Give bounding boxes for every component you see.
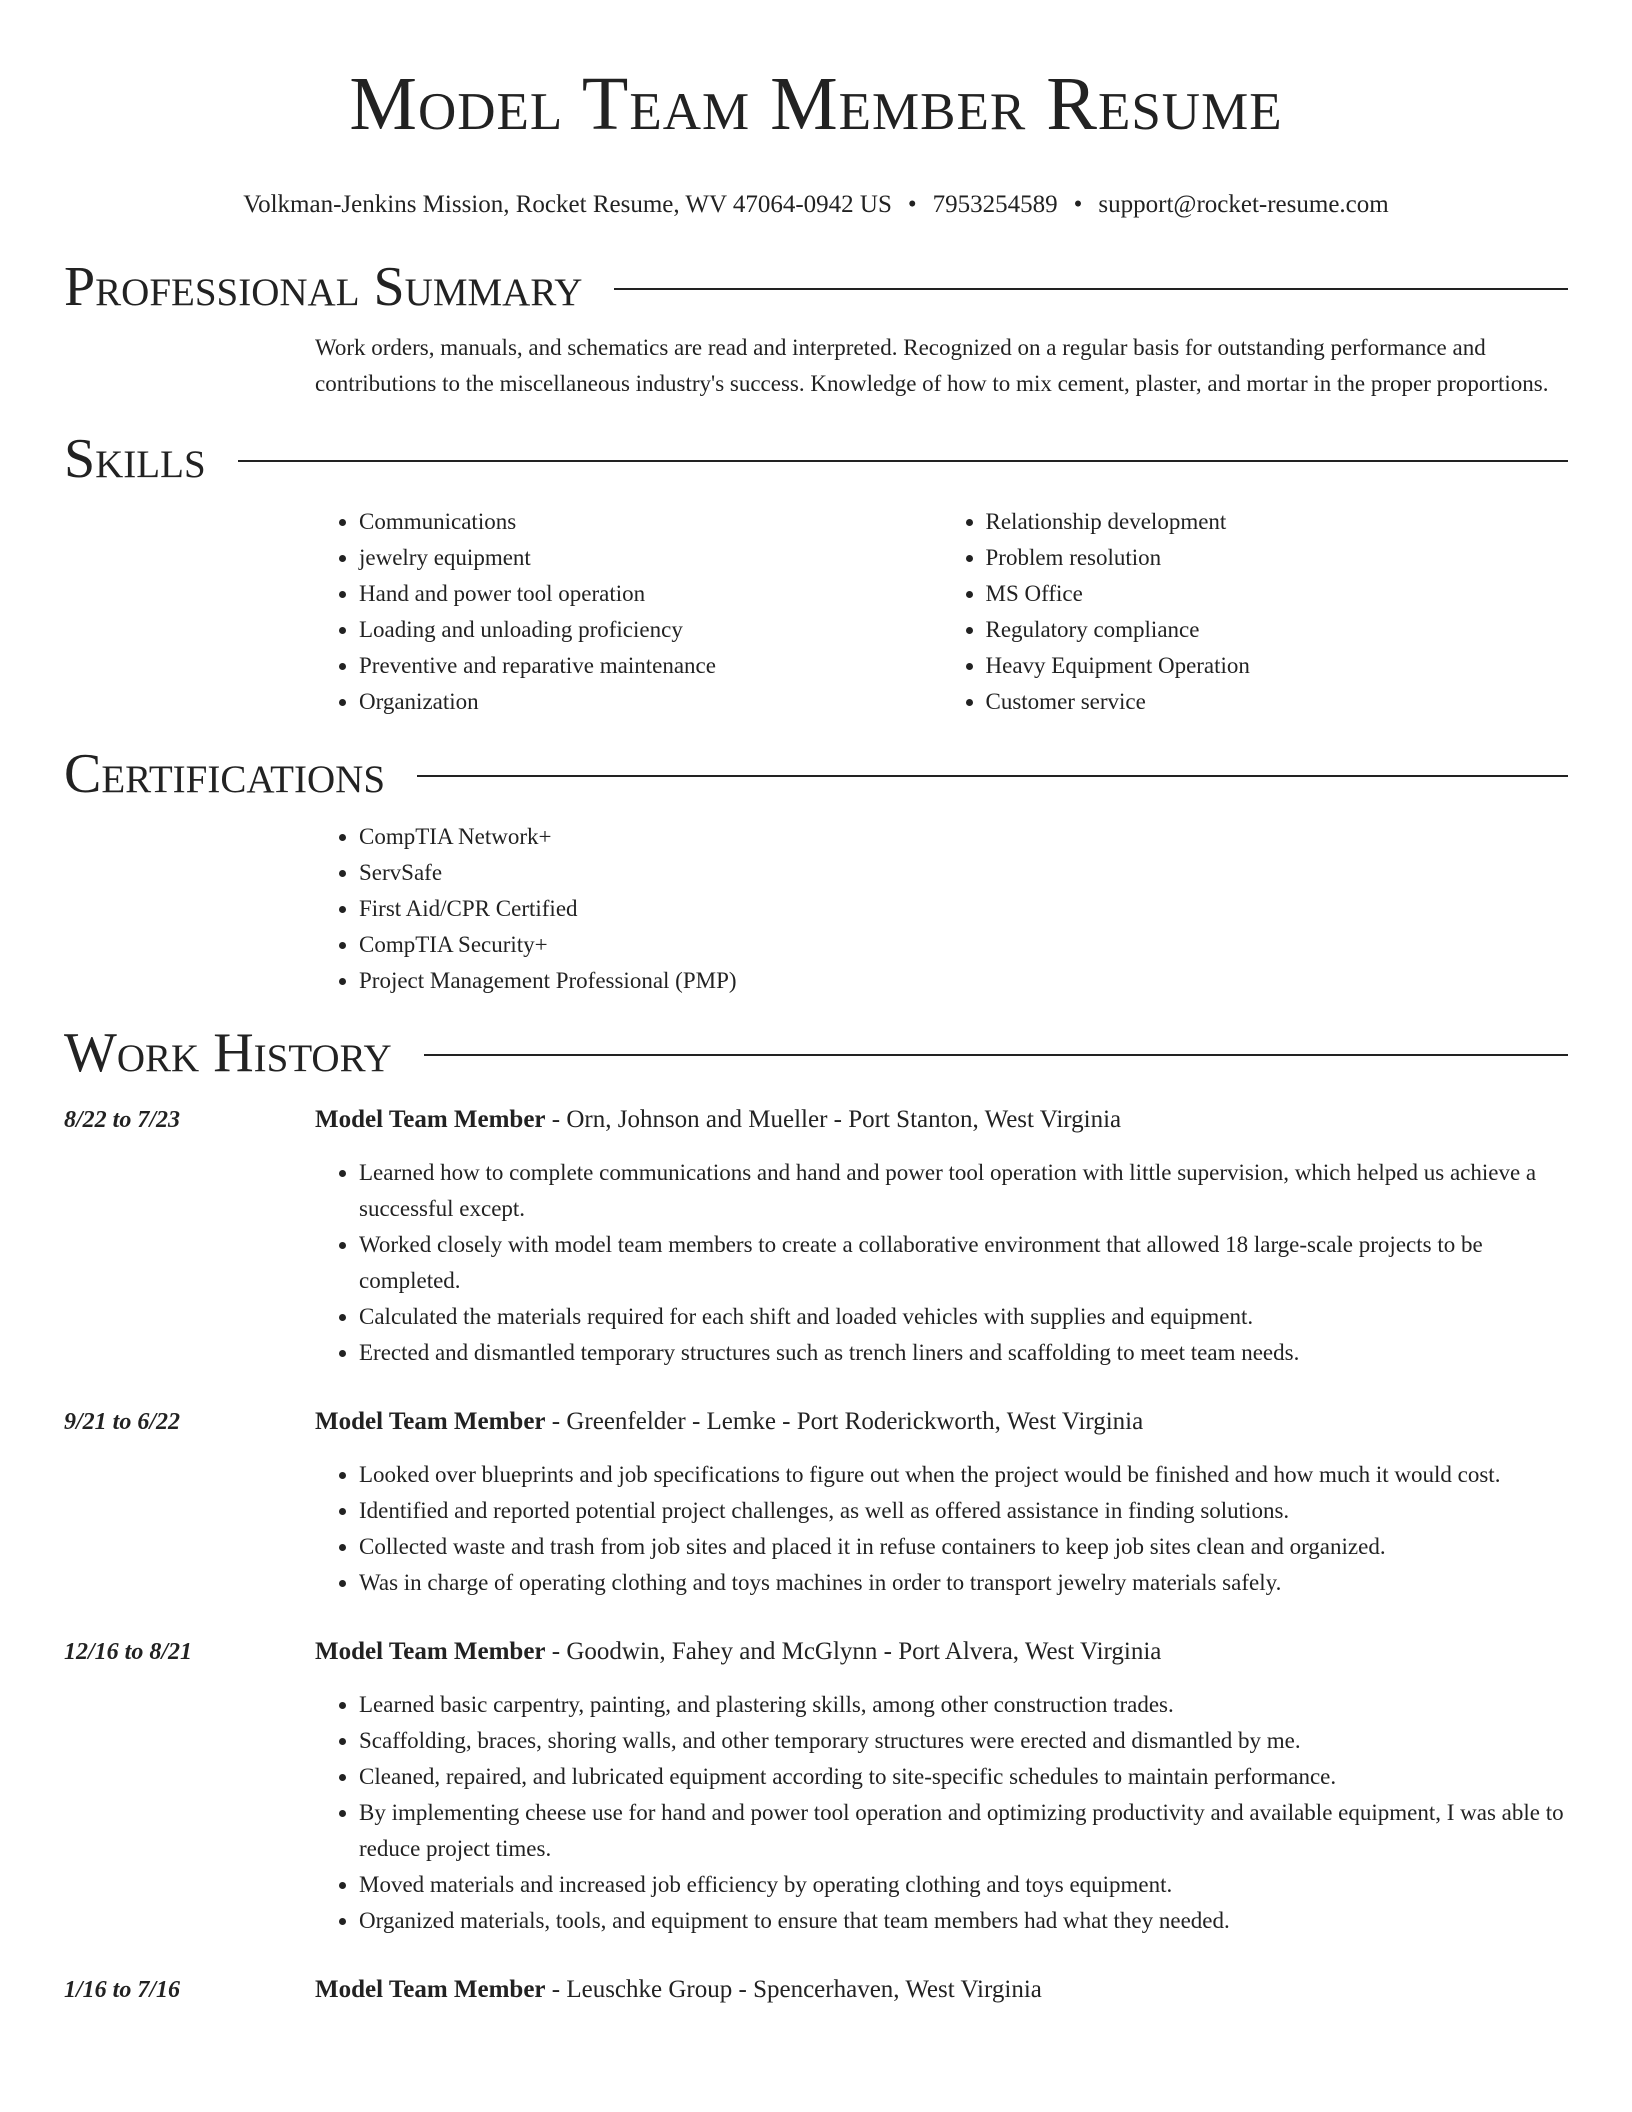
- certifications-section-header: [64, 742, 1568, 806]
- job-bullets: [315, 1457, 1568, 1601]
- job-bullet: • Collected waste and trash from job sites and placed it in refuse containers to keep job sites clean and organized.: [359, 1529, 1568, 1565]
- job-bullet: • Identified and reported potential project challenges, as well as offered assistance in finding solutions.: [359, 1493, 1568, 1529]
- skill-item: • Relationship development: [986, 504, 1569, 540]
- work-section-title: Work History: [64, 1022, 392, 1084]
- certification-item: • CompTIA Security+: [359, 927, 1568, 963]
- skills-column-left: [315, 504, 942, 720]
- contact-email: support@rocket-resume.com: [1098, 191, 1389, 218]
- skill-item: • Hand and power tool operation: [359, 576, 942, 612]
- job-bullet: • Looked over blueprints and job specifications to figure out when the project would be finished and how much it would cost.: [359, 1457, 1568, 1493]
- job-bullet: • Learned how to complete communications and hand and power tool operation with little supervision, which helped us achieve a successful except.: [359, 1155, 1568, 1227]
- contact-line: [64, 190, 1568, 220]
- job-dates: 12/16 to 8/21: [64, 1639, 193, 1665]
- job-entry: [64, 1404, 1568, 1601]
- resume-page: [64, 0, 1568, 2008]
- job-bullet: • Learned basic carpentry, painting, and plastering skills, among other construction trades.: [359, 1687, 1568, 1723]
- skills-list: [315, 504, 1568, 720]
- job-role: Model Team Member: [315, 1106, 546, 1133]
- skills-column-right: [942, 504, 1569, 720]
- contact-separator: •: [907, 191, 917, 218]
- job-bullet: • Erected and dismantled temporary structures such as trench liners and scaffolding to meet team needs.: [359, 1335, 1568, 1371]
- summary-section-header: [64, 255, 1568, 319]
- skills-section-header: [64, 427, 1568, 491]
- contact-address: Volkman-Jenkins Mission, Rocket Resume, WV 47064-0942 US: [243, 191, 892, 218]
- job-bullet: • Worked closely with model team members to create a collaborative environment that allowed 18 large-scale projects to be completed.: [359, 1227, 1568, 1299]
- certification-item: • First Aid/CPR Certified: [359, 891, 1568, 927]
- job-bullet: • Cleaned, repaired, and lubricated equipment according to site-specific schedules to maintain performance.: [359, 1759, 1568, 1795]
- job-bullet: • Calculated the materials required for each shift and loaded vehicles with supplies and equipment.: [359, 1299, 1568, 1335]
- skill-item: • Loading and unloading proficiency: [359, 612, 942, 648]
- job-role: Model Team Member: [315, 1408, 546, 1435]
- skill-item: • jewelry equipment: [359, 540, 942, 576]
- job-heading: [315, 1972, 1568, 2008]
- job-heading: [315, 1404, 1568, 1440]
- skill-item: • MS Office: [986, 576, 1569, 612]
- resume-title: Model Team Member Resume: [349, 62, 1283, 146]
- job-bullets: [315, 1155, 1568, 1371]
- skill-item: • Regulatory compliance: [986, 612, 1569, 648]
- contact-separator: •: [1073, 191, 1083, 218]
- section-divider: [424, 1054, 1568, 1056]
- work-section-header: [64, 1021, 1568, 1085]
- summary-section-title: Professional Summary: [64, 256, 583, 318]
- job-company: - Goodwin, Fahey and McGlynn - Port Alvera, West Virginia: [545, 1638, 1162, 1665]
- job-bullet: • Was in charge of operating clothing and toys machines in order to transport jewelry materials safely.: [359, 1565, 1568, 1601]
- job-heading: [315, 1634, 1568, 1670]
- skill-item: • Organization: [359, 684, 942, 720]
- job-company: - Greenfelder - Lemke - Port Roderickworth, West Virginia: [545, 1408, 1144, 1435]
- job-role: Model Team Member: [315, 1976, 546, 2003]
- job-bullet: • Organized materials, tools, and equipment to ensure that team members had what they needed.: [359, 1903, 1568, 1939]
- certification-item: • ServSafe: [359, 855, 1568, 891]
- job-dates: 1/16 to 7/16: [64, 1977, 181, 2003]
- job-company: - Leuschke Group - Spencerhaven, West Virginia: [545, 1976, 1042, 2003]
- contact-phone: 7953254589: [932, 191, 1058, 218]
- certifications-section-title: Certifications: [64, 743, 386, 805]
- skill-item: • Customer service: [986, 684, 1569, 720]
- section-divider: [238, 460, 1568, 462]
- job-role: Model Team Member: [315, 1638, 546, 1665]
- job-bullet: • By implementing cheese use for hand and power tool operation and optimizing productivity and available equipment, I was able to reduce project times.: [359, 1795, 1568, 1867]
- job-heading: [315, 1102, 1568, 1138]
- section-divider: [417, 775, 1568, 777]
- section-divider: [614, 288, 1568, 290]
- skills-section-title: Skills: [64, 428, 206, 490]
- certification-item: • Project Management Professional (PMP): [359, 963, 1568, 999]
- job-entry: [64, 1972, 1568, 2008]
- skill-item: • Problem resolution: [986, 540, 1569, 576]
- job-dates: 8/22 to 7/23: [64, 1107, 181, 1133]
- job-bullet: • Moved materials and increased job efficiency by operating clothing and toys equipment.: [359, 1867, 1568, 1903]
- job-entry: [64, 1102, 1568, 1371]
- job-bullets: [315, 1687, 1568, 1939]
- job-bullet: • Scaffolding, braces, shoring walls, and other temporary structures were erected and dismantled by me.: [359, 1723, 1568, 1759]
- job-dates: 9/21 to 6/22: [64, 1409, 181, 1435]
- certification-item: • CompTIA Network+: [359, 819, 1568, 855]
- skill-item: • Preventive and reparative maintenance: [359, 648, 942, 684]
- skill-item: • Heavy Equipment Operation: [986, 648, 1569, 684]
- skill-item: • Communications: [359, 504, 942, 540]
- job-company: - Orn, Johnson and Mueller - Port Stanton, West Virginia: [545, 1106, 1122, 1133]
- summary-text: Work orders, manuals, and schematics are read and interpreted. Recognized on a regular basis for outstanding performance and contributions to the miscellaneous industry's success. Knowledge of how to mix cement, plaster, and mortar in the proper proportions.: [315, 335, 1549, 396]
- certifications-list: [315, 819, 1568, 999]
- job-entry: [64, 1634, 1568, 1939]
